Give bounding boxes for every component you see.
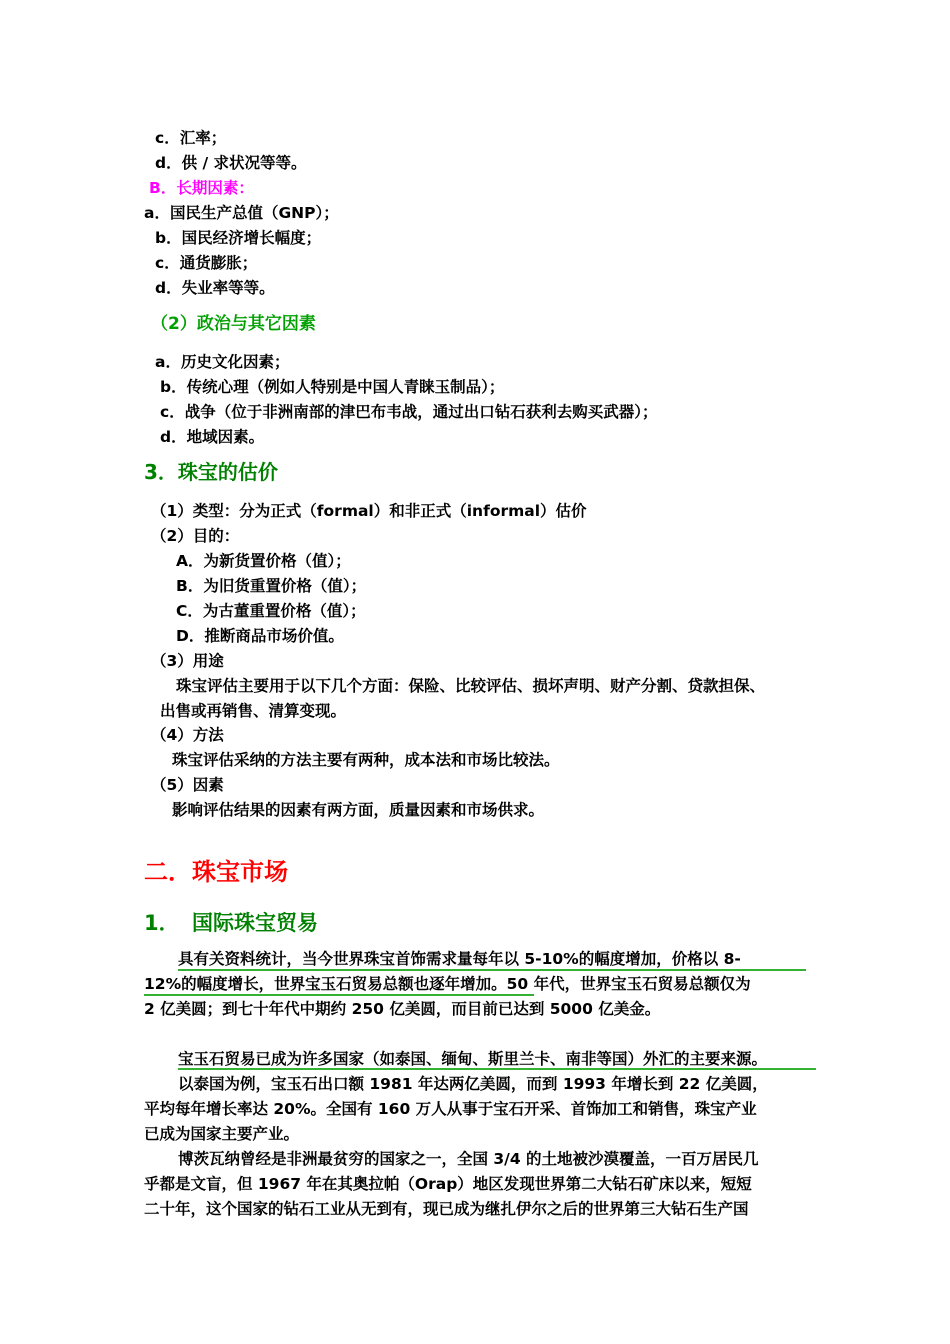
purpose-item-market: D．推断商品市场价值。 [176, 627, 344, 645]
para3-line3: 已成为国家主要产业。 [144, 1125, 300, 1143]
para2-underline [178, 1068, 816, 1070]
political-factors-heading: （2）政治与其它因素 [151, 314, 316, 334]
para1-line3: 2 亿美圆；到七十年代中期约 250 亿美圆，而目前已达到 5000 亿美金。 [144, 1000, 661, 1018]
valuation-purpose-heading: （2）目的： [151, 527, 240, 545]
list-item-unemployment: d．失业率等等。 [155, 279, 275, 297]
valuation-heading: 3．珠宝的估价 [144, 460, 278, 484]
list-item-supply-demand: d．供 / 求状况等等。 [155, 154, 307, 172]
para4-line2: 乎都是文盲，但 1967 年在其奥拉帕（Orap）地区发现世界第二大钻石矿床以来，短短 [144, 1175, 752, 1193]
para3-line2: 平均每年增长率达 20%。全国有 160 万人从事于宝石开采、首饰加工和销售，珠宝产业 [144, 1100, 757, 1118]
para4-line1: 博茨瓦纳曾经是非洲最贫穷的国家之一，全国 3/4 的土地被沙漠覆盖，一百万居民几 [178, 1150, 759, 1168]
list-item-exchange-rate: c．汇率； [155, 129, 227, 147]
para1-line1-underline [178, 969, 806, 971]
long-term-factors-heading: B．长期因素： [149, 179, 254, 197]
para1-line1: 具有关资料统计，当今世界珠宝首饰需求量每年以 5-10%的幅度增加，价格以 8- [178, 950, 741, 968]
list-item-gnp: a．国民生产总值（GNP）； [144, 204, 339, 222]
list-item-growth: b．国民经济增长幅度； [155, 229, 322, 247]
list-item-war: c．战争（位于非洲南部的津巴布韦战，通过出口钻石获利去购买武器）； [160, 403, 658, 421]
valuation-use-heading: （3）用途 [151, 652, 224, 670]
para1-line2-underline [144, 994, 534, 996]
purpose-item-antique: C．为古董重置价格（值）； [176, 602, 366, 620]
para3-line1: 以泰国为例，宝玉石出口额 1981 年达两亿美圆，而到 1993 年增长到 22 亿美圆， [178, 1075, 768, 1093]
intl-trade-heading: 国际珠宝贸易 [192, 911, 318, 935]
valuation-use-line1: 珠宝评估主要用于以下几个方面：保险、比较评估、损坏声明、财产分割、贷款担保、 [176, 677, 766, 695]
list-item-history: a．历史文化因素； [155, 353, 290, 371]
intl-trade-heading-number: 1． [144, 911, 180, 935]
valuation-use-line2: 出售或再销售、清算变现。 [160, 702, 347, 720]
list-item-tradition: b．传统心理（例如人特别是中国人青睐玉制品）； [160, 378, 505, 396]
para1-line2: 12%的幅度增长，世界宝玉石贸易总额也逐年增加。50 年代，世界宝玉石贸易总额仅为 [144, 975, 751, 993]
valuation-factor-text: 影响评估结果的因素有两方面，质量因素和市场供求。 [172, 801, 545, 819]
para2-line: 宝玉石贸易已成为许多国家（如泰国、缅甸、斯里兰卡、南非等国）外汇的主要来源。 [178, 1050, 768, 1068]
valuation-method-heading: （4）方法 [151, 726, 224, 744]
valuation-factor-heading: （5）因素 [151, 776, 224, 794]
list-item-region: d．地域因素。 [160, 428, 265, 446]
purpose-item-new: A．为新货置价格（值）； [176, 552, 351, 570]
list-item-inflation: c．通货膨胀； [155, 254, 258, 272]
jewelry-market-heading: 二．珠宝市场 [144, 858, 288, 886]
para4-line3: 二十年，这个国家的钻石工业从无到有，现已成为继扎伊尔之后的世界第三大钻石生产国 [144, 1200, 749, 1218]
valuation-type: （1）类型：分为正式（formal）和非正式（informal）估价 [151, 502, 587, 520]
purpose-item-old: B．为旧货重置价格（值）； [176, 577, 367, 595]
valuation-method-text: 珠宝评估采纳的方法主要有两种，成本法和市场比较法。 [172, 751, 560, 769]
